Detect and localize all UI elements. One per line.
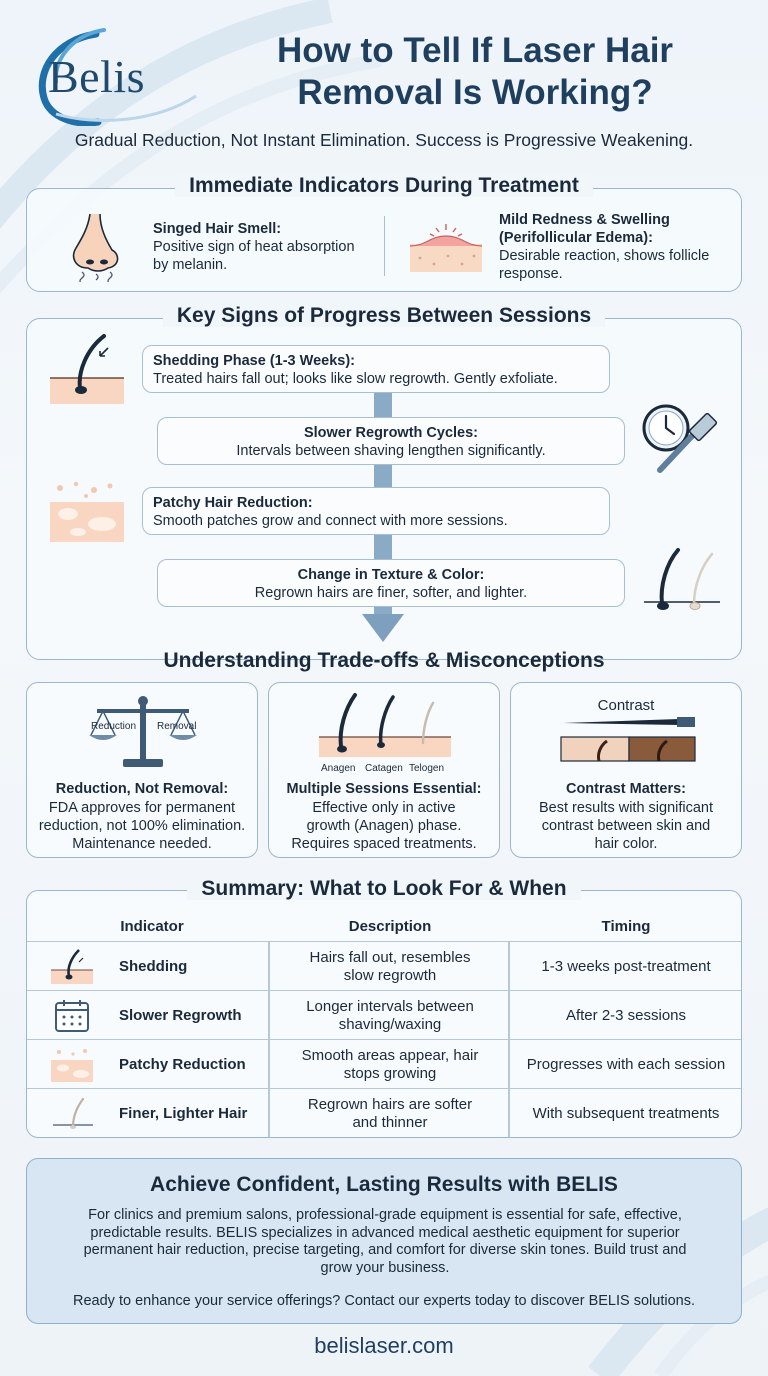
table-row — [27, 941, 742, 990]
card-text-line: Requires spaced treatments. — [291, 836, 477, 852]
phase-label-telogen: Telogen — [409, 763, 445, 773]
indicator-title: Singed Hair Smell: — [153, 221, 282, 237]
indicator-text: Positive sign of heat absorption by melanin. — [153, 239, 355, 273]
contrast-icon — [559, 715, 699, 775]
cta-body-line: permanent hair reduction, precise targeting, and comfort for diverse skin tones. Build trust and — [83, 1242, 687, 1258]
divider — [384, 216, 385, 276]
summary-title — [0, 877, 768, 901]
header — [0, 0, 768, 170]
cta-body-line: predictable results. BELIS specializes in advanced medical aesthetic equipment for superior — [90, 1224, 680, 1241]
card-text-line: Maintenance needed. — [72, 836, 212, 852]
phase-label-anagen: Anagen — [321, 763, 356, 773]
card-text — [275, 799, 493, 853]
cell-indicator: Finer, Lighter Hair — [119, 1104, 248, 1122]
cell-timing: Progresses with each session — [526, 1055, 726, 1073]
cell-description — [271, 942, 509, 991]
card-text-line: growth (Anagen) phase. — [306, 818, 462, 834]
patchy-skin-icon — [51, 1048, 93, 1082]
card-title: Reduction, Not Removal: — [55, 781, 229, 797]
step-title: Patchy Hair Reduction: — [153, 495, 313, 511]
immediate-title-text: Immediate Indicators During Treatment — [175, 174, 593, 197]
table-header-indicator: Indicator — [120, 918, 184, 935]
cell-line: shaving/waxing — [338, 1015, 442, 1033]
summary-title-text: Summary: What to Look For & When — [187, 877, 580, 900]
phase-label-catagen: Catagen — [365, 763, 403, 773]
card-text-line: reduction, not 100% elimination. — [38, 818, 246, 834]
tradeoffs-title — [0, 649, 768, 673]
card-multiple-sessions — [268, 682, 500, 858]
step-text: Regrown hairs are finer, softer, and lighter. — [254, 585, 528, 601]
scale-label-removal: Removal — [157, 721, 197, 732]
cta-body-line: For clinics and premium salons, professional-grade equipment is essential for safe, effective, — [88, 1207, 682, 1223]
shedding-hair-icon — [51, 948, 93, 986]
cell-line: Smooth areas appear, hair — [301, 1046, 479, 1064]
table-header-timing: Timing — [601, 918, 651, 935]
immediate-title — [0, 174, 768, 198]
summary-table — [26, 890, 742, 1138]
progress-title-text: Key Signs of Progress Between Sessions — [163, 304, 605, 327]
page-title — [205, 30, 745, 114]
logo-text: Belis — [48, 51, 146, 102]
step-text: Smooth patches grow and connect with more sessions. — [153, 513, 508, 529]
cell-line: slow regrowth — [343, 966, 437, 984]
card-text — [33, 799, 251, 853]
cell-line: Regrown hairs are softer — [307, 1095, 473, 1113]
subtitle: Gradual Reduction, Not Instant Elimination. Success is Progressive Weakening. — [74, 130, 694, 150]
step-shedding — [142, 345, 610, 393]
shedding-hair-icon — [50, 332, 124, 406]
card-text-line: Effective only in active — [312, 800, 456, 816]
cell-line: Hairs fall out, resembles — [309, 948, 471, 966]
card-reduction — [26, 682, 258, 858]
cell-description — [271, 1040, 509, 1089]
indicator-title: Mild Redness & Swelling (Perifollicular Edema): — [499, 212, 670, 246]
step-text: Treated hairs fall out; looks like slow regrowth. Gently exfoliate. — [153, 371, 558, 387]
nose-icon — [68, 210, 122, 282]
tradeoffs-title-text: Understanding Trade-offs & Misconceptions — [163, 649, 605, 672]
card-text-line: hair color. — [594, 836, 658, 852]
title-line-2: Removal Is Working? — [297, 73, 653, 112]
patchy-skin-icon — [50, 480, 124, 542]
step-title: Change in Texture & Color: — [297, 567, 485, 583]
cell-line: stops growing — [343, 1064, 437, 1082]
calendar-icon — [53, 997, 91, 1035]
cta-body-line: grow your business. — [320, 1259, 450, 1276]
cell-indicator: Shedding — [119, 957, 188, 975]
card-text — [517, 799, 735, 853]
progress-title — [0, 304, 768, 328]
cell-description — [271, 1089, 509, 1138]
cta-ask: Ready to enhance your service offerings? Contact our experts today to discover BELIS solutions. — [73, 1293, 695, 1309]
table-row — [27, 1039, 742, 1088]
cta-panel — [26, 1158, 742, 1324]
clock-razor-icon — [640, 402, 720, 474]
step-slower-regrowth — [157, 417, 625, 465]
scale-icon — [87, 691, 199, 771]
table-row — [27, 1088, 742, 1137]
step-patchy-reduction — [142, 487, 610, 535]
hair-comparison-icon — [642, 546, 722, 618]
indicator-singed-smell — [153, 220, 373, 274]
cta-body — [41, 1207, 729, 1277]
scale-label-reduction: Reduction — [91, 721, 137, 732]
step-title: Shedding Phase (1-3 Weeks): — [153, 353, 355, 369]
cell-line: Longer intervals between — [306, 997, 474, 1015]
table-header-description: Description — [348, 918, 432, 935]
cell-line: and thinner — [352, 1113, 428, 1131]
fine-hair-icon — [51, 1095, 95, 1133]
cell-description — [271, 991, 509, 1040]
hair-cycle-icon — [319, 691, 451, 773]
card-text-line: FDA approves for permanent — [48, 800, 236, 816]
card-text-line: contrast between skin and — [541, 818, 711, 834]
card-contrast — [510, 682, 742, 858]
contrast-label: Contrast — [597, 697, 655, 714]
indicator-redness — [499, 211, 729, 283]
cell-timing: With subsequent treatments — [532, 1104, 720, 1122]
cell-timing: 1-3 weeks post-treatment — [541, 957, 711, 975]
card-title: Multiple Sessions Essential: — [286, 781, 482, 797]
red-skin-icon — [408, 222, 484, 274]
indicator-text: Desirable reaction, shows follicle response. — [499, 248, 710, 282]
step-title: Slower Regrowth Cycles: — [303, 425, 479, 441]
step-text: Intervals between shaving lengthen significantly. — [236, 443, 546, 459]
title-line-1: How to Tell If Laser Hair — [276, 31, 674, 70]
table-row — [27, 990, 742, 1039]
step-texture-color — [157, 559, 625, 607]
cell-indicator: Slower Regrowth — [119, 1006, 242, 1024]
card-text-line: Best results with significant — [538, 800, 714, 816]
card-title: Contrast Matters: — [565, 781, 687, 797]
cell-timing: After 2-3 sessions — [565, 1006, 687, 1024]
cell-indicator: Patchy Reduction — [119, 1055, 246, 1073]
website-link[interactable]: belislaser.com — [314, 1333, 454, 1358]
cta-title: Achieve Confident, Lasting Results with BELIS — [150, 1173, 618, 1196]
arrow-down-icon — [362, 614, 404, 642]
